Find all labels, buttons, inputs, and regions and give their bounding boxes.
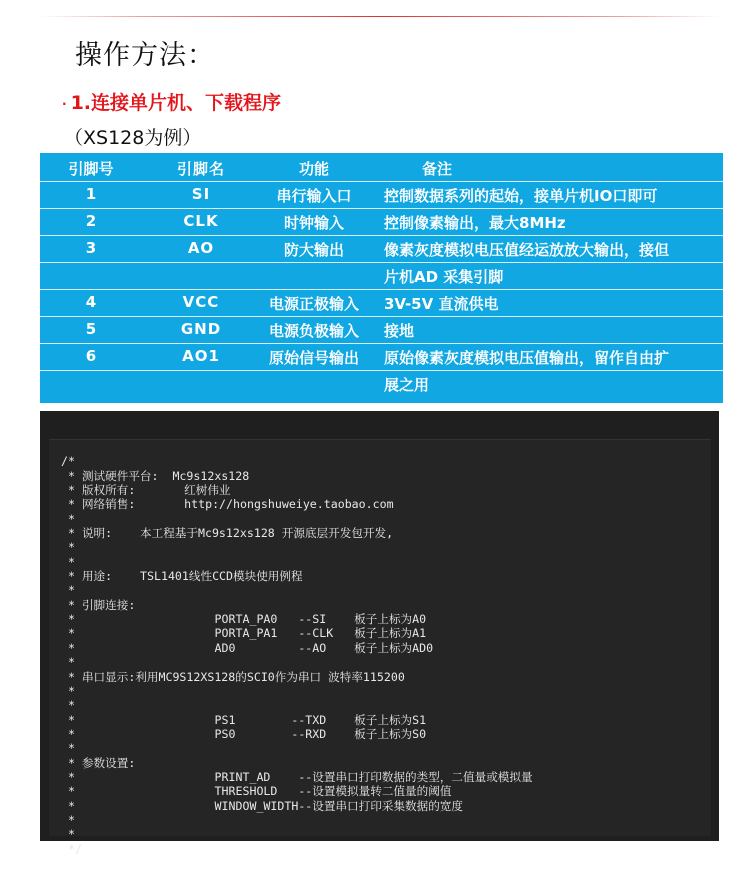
code-line: * <box>61 540 75 555</box>
code-line: * <box>61 655 75 670</box>
code-line: * 版权所有: 红树伟业 <box>61 483 231 498</box>
code-line: * PS0 --RXD 板子上标为S0 <box>61 726 427 741</box>
pin-name: AO1 <box>182 347 220 365</box>
code-line: * 网络销售: http://hongshuweiye.taobao.com <box>61 497 394 512</box>
code-block <box>61 440 533 885</box>
step-title <box>62 88 281 115</box>
pin-note: 控制数据系列的起始，接单片机IO口即可 <box>384 187 658 205</box>
pin-note: 展之用 <box>384 376 430 394</box>
code-line: */ <box>61 841 82 856</box>
table-row <box>40 371 723 398</box>
code-editor-area <box>49 439 711 856</box>
step-bullet: · <box>62 96 67 111</box>
code-screenshot-panel <box>40 411 719 856</box>
code-line: * <box>61 827 75 842</box>
pin-function: 时钟输入 <box>283 214 344 232</box>
pin-note: 接地 <box>384 322 415 340</box>
code-line: * 串口显示:利用MC9S12XS128的SCI0作为串口 波特率115200 <box>61 669 405 684</box>
pin-number: 6 <box>85 347 97 365</box>
pin-name: CLK <box>183 212 219 230</box>
code-line: * PS1 --TXD 板子上标为S1 <box>61 712 427 727</box>
pin-number: 4 <box>85 293 97 311</box>
table-row <box>40 209 723 236</box>
code-line: * <box>61 741 75 756</box>
table-row <box>40 263 723 290</box>
code-line: * PORTA_PA1 --CLK 板子上标为A1 <box>61 626 427 641</box>
pin-table-header <box>40 155 723 182</box>
header-function: 功能 <box>298 160 329 178</box>
code-line: * 测试硬件平台: Mc9s12xs128 <box>61 468 250 483</box>
table-row <box>40 182 723 209</box>
code-line: * <box>61 583 75 598</box>
pin-function: 原始信号输出 <box>268 349 359 367</box>
header-pin-number: 引脚号 <box>68 160 114 178</box>
example-note: （XS128为例） <box>64 127 202 149</box>
pin-function: 电源正极输入 <box>268 295 359 313</box>
header-notes: 备注 <box>421 160 452 178</box>
code-line: /* <box>61 454 75 469</box>
pin-number: 1 <box>85 185 97 203</box>
pin-number: 2 <box>85 212 97 230</box>
table-row <box>40 344 723 371</box>
code-line: * 说明: 本工程基于Mc9s12xs128 开源底层开发包开发, <box>61 526 394 541</box>
code-line: * <box>61 511 75 526</box>
pin-name: GND <box>180 320 222 338</box>
code-line: * 引脚连接: <box>61 597 136 612</box>
step-text: 1.连接单片机、下载程序 <box>70 92 282 114</box>
table-row <box>40 290 723 317</box>
pin-note: 片机AD 采集引脚 <box>384 268 504 286</box>
page-title: 操作方法： <box>75 40 215 71</box>
code-line: * THRESHOLD --设置模拟量转二值量的阈值 <box>61 784 452 799</box>
code-line: * <box>61 812 75 827</box>
code-line: * AD0 --AO 板子上标为AD0 <box>61 640 434 655</box>
top-divider-line <box>40 16 720 17</box>
pin-note: 原始像素灰度模拟电压值输出，留作自由扩 <box>384 349 670 367</box>
code-line: * PRINT_AD --设置串口打印数据的类型，二值量或模拟量 <box>61 769 533 784</box>
table-row <box>40 236 723 263</box>
code-line: * PORTA_PA0 --SI 板子上标为A0 <box>61 612 427 627</box>
code-line: * <box>61 554 75 569</box>
pin-function: 串行输入口 <box>276 187 352 205</box>
code-line: * WINDOW_WIDTH--设置串口打印采集数据的宽度 <box>61 798 464 813</box>
table-row <box>40 317 723 344</box>
pin-name: SI <box>191 185 211 203</box>
pin-function: 电源负极输入 <box>268 322 359 340</box>
pin-note: 像素灰度模拟电压值经运放放大输出，接但 <box>384 241 670 259</box>
pin-name: AO <box>187 239 215 257</box>
code-line: * <box>61 698 75 713</box>
pin-number: 3 <box>85 239 97 257</box>
header-pin-name: 引脚名 <box>176 160 225 178</box>
pin-table <box>40 153 723 403</box>
code-line: * 用途: TSL1401线性CCD模块使用例程 <box>61 569 303 584</box>
code-line: * <box>61 683 75 698</box>
code-line: * 参数设置: <box>61 755 136 770</box>
pin-number: 5 <box>85 320 97 338</box>
pin-note: 控制像素输出，最大8MHz <box>384 214 566 232</box>
pin-function: 防大输出 <box>283 241 344 259</box>
pin-note: 3V-5V 直流供电 <box>384 295 499 313</box>
pin-name: VCC <box>182 293 220 311</box>
